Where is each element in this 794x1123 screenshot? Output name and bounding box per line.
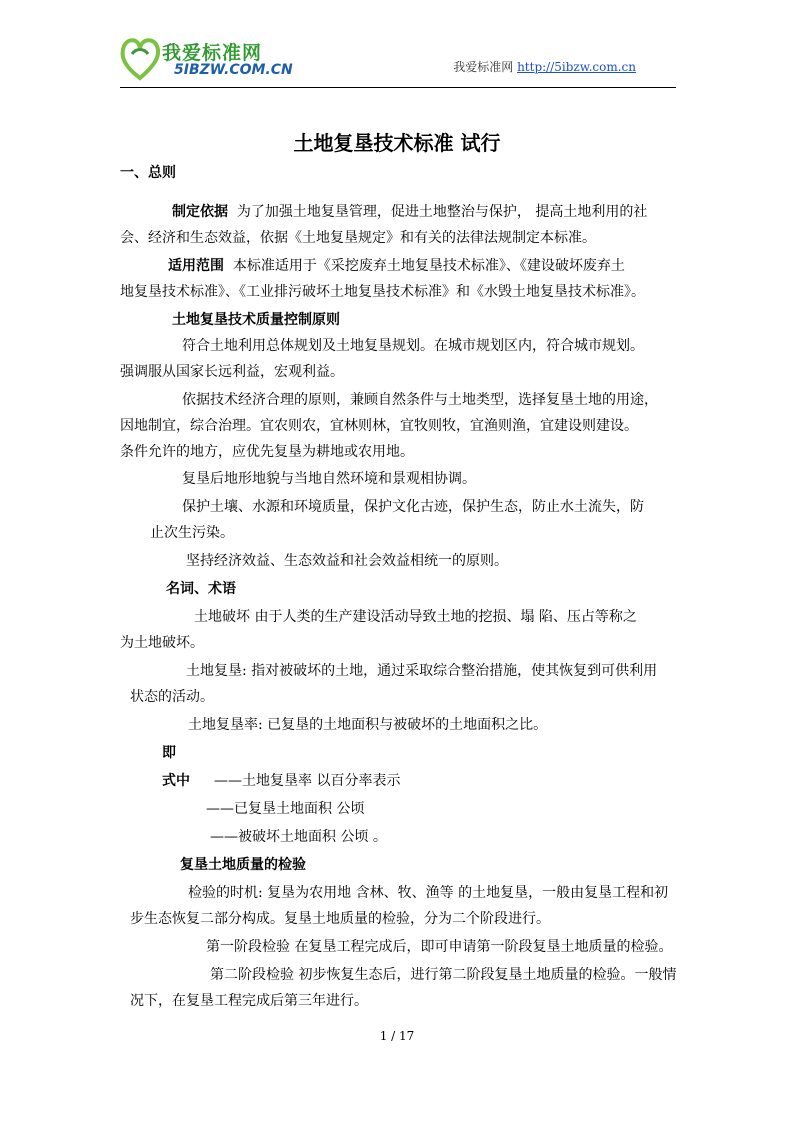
- para-timing-line1: 检验的时机: 复垦为农用地 含林、牧、渔等 的土地复垦，一般由复垦工程和初: [188, 885, 669, 901]
- label-scope: 适用范围: [168, 258, 224, 274]
- formula-line3: ——被破坏土地面积 公顷 。: [210, 829, 387, 845]
- formula-line1: ——土地复垦率 以百分率表示: [214, 773, 401, 789]
- logo-text: 我爱标准网: [162, 42, 263, 64]
- para-economy-line3: 条件允许的地方，应优先复垦为耕地或农用地。: [120, 444, 414, 460]
- para-basis-line2: 会、经济和生态效益，依据《土地复垦规定》和有关的法律法规制定本标准。: [120, 230, 596, 246]
- site-name: 我爱标准网: [453, 60, 514, 74]
- para-economy-line2: 因地制宜，综合治理。宜农则农，宜林则林，宜牧则牧，宜渔则渔，宜建设则建设。: [120, 418, 638, 434]
- formula-where: 式中: [162, 773, 190, 789]
- heart-leaf-icon: [118, 36, 162, 82]
- para-stage2-line1: 第二阶段检验 初步恢复生态后，进行第二阶段复垦土地质量的检验。一般情: [210, 967, 677, 983]
- para-destruction-line2: 为土地破坏。: [120, 635, 204, 651]
- heading-check: 复垦土地质量的检验: [180, 857, 306, 873]
- para-scope-line2: 地复垦技术标准》、《工业排污破坏土地复垦技术标准》和《水毁土地复垦技术标准》。: [120, 284, 645, 300]
- heading-principle: 土地复垦技术质量控制原则: [172, 312, 340, 328]
- para-scope-line1: 适用范围 本标准适用于《采挖废弃土地复垦技术标准》、《建设破坏废弃土: [168, 258, 625, 274]
- site-url-link[interactable]: http://5ibzw.com.cn: [517, 60, 636, 74]
- site-link-area: [453, 58, 636, 75]
- para-unity: 坚持经济效益、生态效益和社会效益相统一的原则。: [186, 553, 508, 569]
- para-economy-line1: 依据技术经济合理的原则，兼顾自然条件与土地类型，选择复垦土地的用途，: [182, 392, 658, 408]
- para-rate: 土地复垦率: 已复垦的土地面积与被破坏的土地面积之比。: [188, 717, 548, 733]
- para-timing-line2: 步生态恢复二部分构成。复垦土地质量的检验，分为二个阶段进行。: [130, 911, 550, 927]
- para-reclaim-line1: 土地复垦: 指对被破坏的土地，通过采取综合整治措施，使其恢复到可供利用: [186, 663, 658, 679]
- para-stage1: 第一阶段检验 在复垦工程完成后，即可申请第一阶段复垦土地质量的检验。: [206, 939, 673, 955]
- para-planning-line2: 强调服从国家长远利益，宏观利益。: [120, 364, 344, 380]
- para-landscape: 复垦后地形地貌与当地自然环境和景观相协调。: [182, 471, 476, 487]
- para-stage2-line2: 况下，在复垦工程完成后第三年进行。: [130, 993, 368, 1009]
- document-title: 土地复垦技术标准 试行: [293, 131, 501, 155]
- logo-domain: 5IBZW.COM.CN: [174, 62, 293, 78]
- heading-general: 一、总则: [120, 165, 176, 181]
- label-basis: 制定依据: [172, 204, 228, 220]
- para-protect-line1: 保护土壤、水源和环境质量，保护文化古迹，保护生态，防止水土流失，防: [182, 499, 644, 515]
- para-planning-line1: 符合土地利用总体规划及土地复垦规划。在城市规划区内，符合城市规划。: [182, 338, 644, 354]
- site-logo[interactable]: [118, 36, 293, 84]
- header-divider: [120, 87, 676, 88]
- para-reclaim-line2: 状态的活动。: [130, 689, 214, 705]
- para-basis-line1: 制定依据 为了加强土地复垦管理，促进土地整治与保护， 提高土地利用的社: [172, 204, 648, 220]
- para-protect-line2: 止次生污染。: [150, 525, 234, 541]
- heading-terms: 名词、术语: [166, 581, 236, 597]
- para-destruction-line1: 土地破坏 由于人类的生产建设活动导致土地的挖损、塌 陷、压占等称之: [194, 609, 637, 625]
- page-number: 1 / 17: [379, 1029, 415, 1043]
- formula-line2: ——已复垦土地面积 公顷: [206, 801, 365, 817]
- formula-intro: 即: [162, 745, 176, 761]
